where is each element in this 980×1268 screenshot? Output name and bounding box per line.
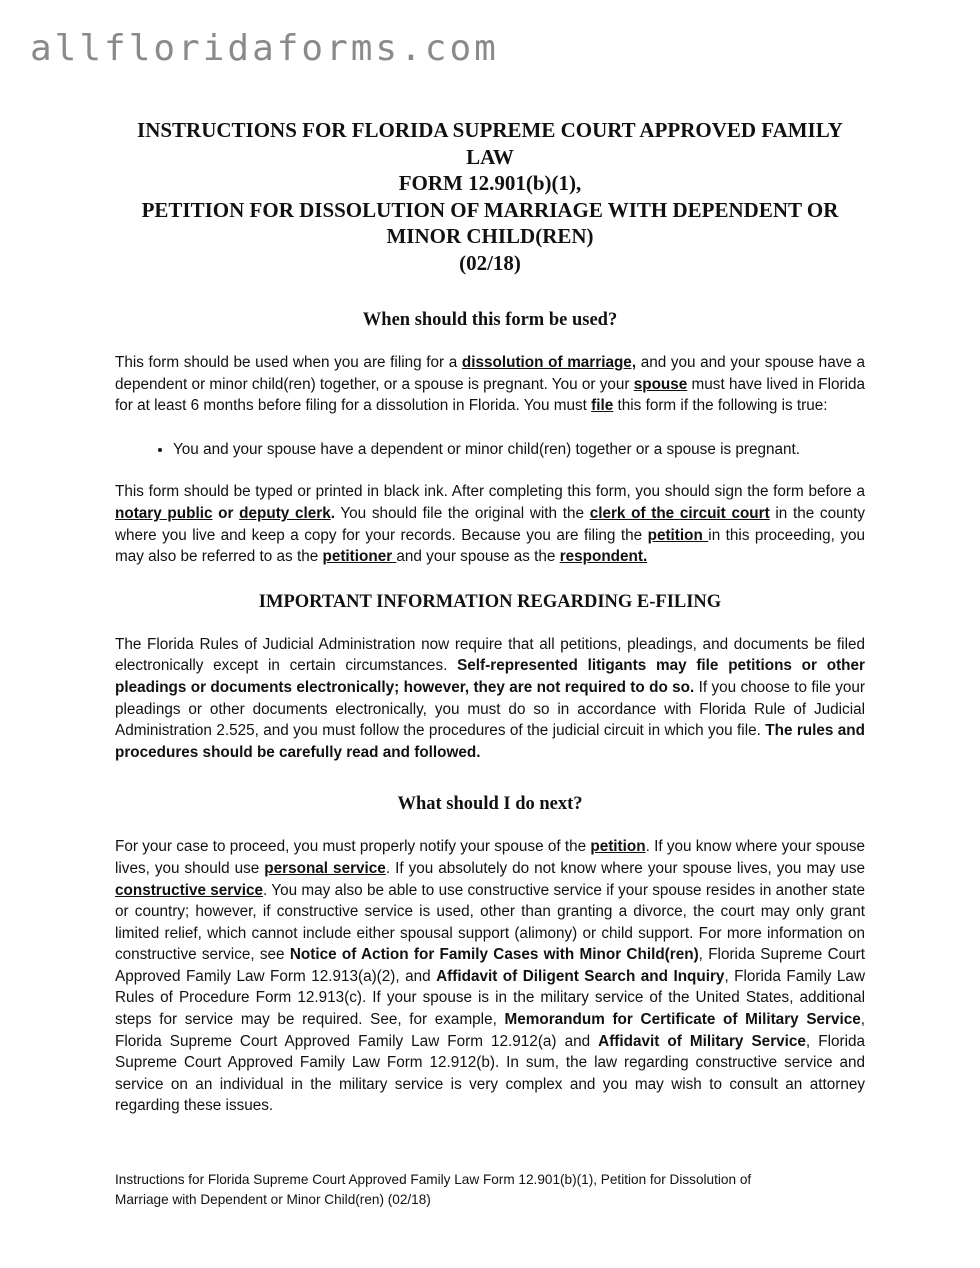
section-heading-when: When should this form be used? bbox=[362, 310, 618, 330]
page-footer bbox=[115, 1170, 855, 1210]
section-heading-next: What should I do next? bbox=[397, 794, 583, 815]
title-version: (02/18) bbox=[459, 250, 521, 275]
title-line: FORM 12.901(b)(1), bbox=[398, 171, 582, 195]
footer-line: Instructions for Florida Supreme Court Approved Family Law Form 12.901(b)(1), Petition for Dissolution of bbox=[115, 1172, 752, 1187]
paragraph-signing: This form should be typed or printed in black ink. After completing this form, you should sign the form before a notary public or deputy clerk. You should file the original with the clerk of the circuit court in the county where you live and keep a copy for your records. Because you are filing the petition in this proceeding, you may also be referred to as the petitioner and your spouse as the respondent. bbox=[115, 483, 866, 566]
term-file: file bbox=[591, 397, 614, 415]
term-petitioner: petitioner bbox=[322, 548, 397, 566]
paragraph-next-steps: For your case to proceed, you must properly notify your spouse of the petition. If you know where your spouse lives, you should use personal service. If you absolutely do not know where your spouse lives, you may use constructive service. You may also be able to use constructive service if your spouse resides in another state or country; however, if constructive service is used, other than granting a divorce, the court may only grant limited relief, which cannot include either spousal support (alimony) or child support. For more information on constructive service, see Notice of Action for Family Cases with Minor Child(ren), Florida Supreme Court Approved Family Law Form 12.913(a)(2), and Affidavit of Diligent Search and Inquiry, Florida Family Law Rules of Procedure Form 12.913(c). If your spouse is in the military service of the United States, additional steps for service may be required. See, for example, Memorandum for Certificate of Military Service, Florida Supreme Court Approved Family Law Form 12.912(a) and Affidavit of Military Service, Florida Supreme Court Approved Family Law Form 12.912(b). In sum, the law regarding constructive service and service on an individual in the military service is very complex and you may wish to consult an attorney regarding these issues. bbox=[115, 838, 866, 1115]
footer-line: Marriage with Dependent or Minor Child(ren) (02/18) bbox=[115, 1192, 431, 1207]
term-notary-public: notary public bbox=[115, 504, 213, 522]
condition-list bbox=[115, 439, 865, 461]
term-deputy-clerk: deputy clerk bbox=[239, 504, 331, 522]
term-petition: petition bbox=[590, 838, 646, 856]
document-title bbox=[115, 117, 865, 276]
term-respondent: respondent. bbox=[559, 548, 648, 566]
list-item: • You and your spouse have a dependent or minor child(ren) together or a spouse is pregnant. bbox=[173, 439, 865, 461]
term-spouse: spouse bbox=[633, 375, 688, 393]
site-watermark: allfloridaforms.com bbox=[30, 28, 499, 69]
instructions-page bbox=[115, 117, 865, 1117]
term-personal-service: personal service bbox=[264, 859, 386, 877]
section-heading-efiling: IMPORTANT INFORMATION REGARDING E-FILING bbox=[258, 591, 722, 612]
paragraph-efiling: The Florida Rules of Judicial Administration now require that all petitions, pleadings, and documents be filed electronically except in certain circumstances. Self-represented litigants may file petitions or other pleadings or documents electronically; however, they are not required to do so. If you choose to file your pleadings or other documents electronically, you must do so in accordance with Florida Rule of Judicial Administration 2.525, and you must follow the procedures of the judicial circuit in which you file. The rules and procedures should be carefully read and followed. bbox=[115, 635, 866, 761]
title-line: MINOR CHILD(REN) bbox=[386, 224, 594, 248]
term-petition: petition bbox=[647, 526, 709, 544]
term-dissolution-of-marriage: dissolution of marriage, bbox=[461, 354, 637, 371]
title-line: INSTRUCTIONS FOR FLORIDA SUPREME COURT APPROVED FAMILY LAW bbox=[137, 118, 843, 169]
term-clerk-of-circuit-court: clerk of the circuit court bbox=[589, 504, 770, 522]
paragraph-when-used: This form should be used when you are filing for a dissolution of marriage, and you and your spouse have a dependent or minor child(ren) together, or a spouse is pregnant. You or your spouse must have lived in Florida for at least 6 months before filing for a dissolution in Florida. You must file this form if the following is true: bbox=[115, 354, 865, 415]
title-line: PETITION FOR DISSOLUTION OF MARRIAGE WITH DEPENDENT OR bbox=[141, 197, 839, 222]
term-constructive-service: constructive service bbox=[115, 881, 264, 899]
